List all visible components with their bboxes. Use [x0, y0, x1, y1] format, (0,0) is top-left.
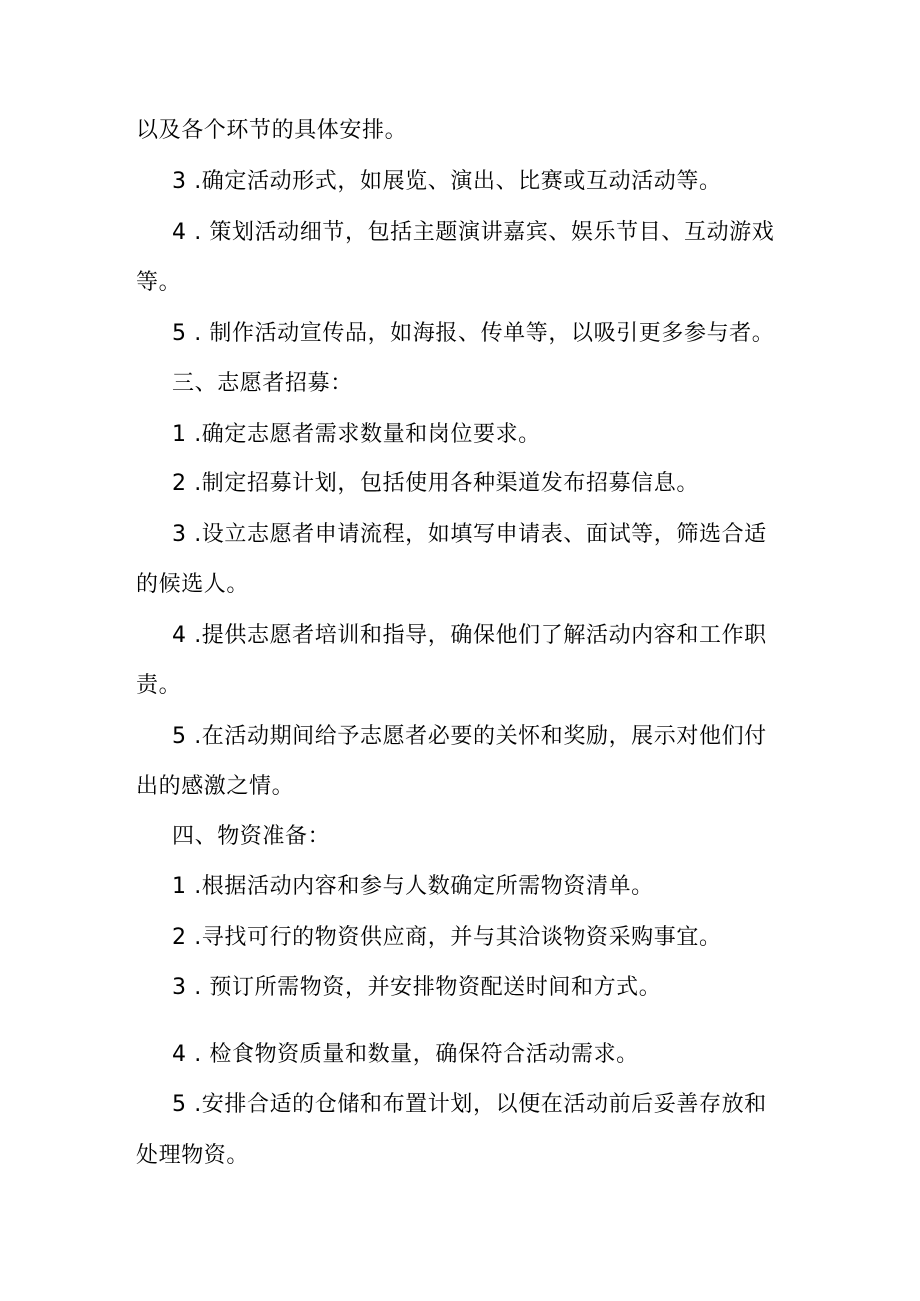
- list-item: 3 . 预订所需物资，并安排物资配送时间和方式。: [172, 975, 662, 1000]
- list-item: 4 .提供志愿者培训和指导，确保他们了解活动内容和工作职: [172, 623, 767, 648]
- text-line: 的候选人。: [136, 572, 250, 597]
- text-line: 以及各个环节的具体安排。: [136, 118, 408, 143]
- list-item: 4 . 检食物资质量和数量，确保符合活动需求。: [172, 1042, 639, 1067]
- list-item: 3 .确定活动形式，如展览、演出、比赛或互动活动等。: [172, 169, 722, 194]
- list-item: 5 .在活动期间给予志愿者必要的关怀和奖励，展示对他们付: [172, 724, 767, 749]
- list-item: 1 .根据活动内容和参与人数确定所需物资清单。: [172, 874, 654, 899]
- list-item: 1 .确定志愿者需求数量和岗位要求。: [172, 422, 541, 447]
- list-item: 5 . 制作活动宣传品，如海报、传单等，以吸引更多参与者。: [172, 321, 775, 346]
- list-item: 2 .制定招募计划，包括使用各种渠道发布招募信息。: [172, 471, 699, 496]
- list-item: 5 .安排合适的仓储和布置计划，以便在活动前后妥善存放和: [172, 1092, 767, 1117]
- list-item: 4 . 策划活动细节，包括主题演讲嘉宾、娱乐节目、互动游戏: [172, 220, 775, 245]
- list-item: 2 .寻找可行的物资供应商，并与其洽谈物资采购事宜。: [172, 925, 722, 950]
- text-line: 责。: [136, 673, 182, 698]
- text-line: 处理物资。: [136, 1143, 250, 1168]
- text-line: 等。: [136, 270, 182, 295]
- section-heading: 三、志愿者招募：: [172, 371, 353, 396]
- text-line: 出的感激之情。: [136, 774, 295, 799]
- list-item: 3 .设立志愿者申请流程，如填写申请表、面试等，筛选合适: [172, 522, 767, 547]
- section-heading: 四、物资准备：: [172, 824, 331, 849]
